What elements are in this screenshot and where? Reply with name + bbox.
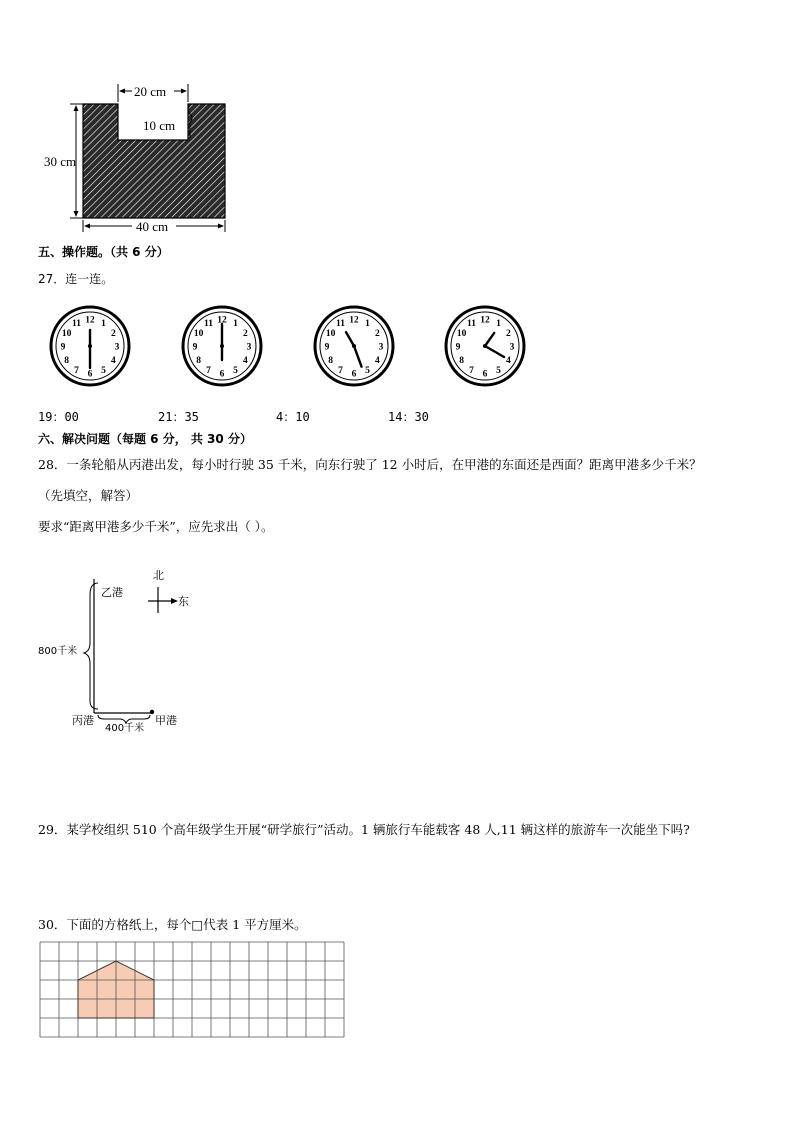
clock-numeral: 11: [72, 319, 81, 330]
clock-numeral: 8: [64, 356, 69, 366]
clock-numeral: 8: [328, 356, 333, 366]
clock-1: [48, 304, 132, 388]
clock-numeral: 6: [482, 369, 488, 380]
clock-numeral: 6: [351, 369, 357, 380]
time-label-2: 21：35: [158, 410, 199, 424]
time-label-3: 4：10: [276, 410, 310, 424]
clock-3: [312, 304, 396, 388]
label-top-width: 20 cm: [134, 84, 167, 99]
clock-numeral: 5: [101, 365, 106, 376]
clock-numeral: 7: [74, 365, 79, 376]
clock-numeral: 11: [204, 319, 213, 330]
port-yi-label: 乙港: [101, 586, 123, 599]
clock-numeral: 10: [456, 329, 467, 339]
clock-4: [443, 304, 527, 388]
question-27: 27．连一连。: [38, 272, 114, 286]
clock-numeral: 10: [325, 329, 336, 339]
clock-numeral: 7: [469, 365, 474, 376]
clock-numeral: 4: [375, 356, 380, 366]
clock-numeral: 2: [375, 329, 380, 339]
question-29: 29．某学校组织 510 个高年级学生开展“研学旅行”活动。1 辆旅行车能载客 48 人,11 辆这样的旅游车一次能坐下吗?: [38, 822, 690, 837]
clock-numeral: 5: [496, 365, 501, 376]
clock-numeral: 9: [60, 342, 66, 353]
clock-numeral: 9: [455, 342, 461, 353]
clock-numeral: 12: [480, 315, 490, 326]
clock-numeral: 6: [87, 369, 93, 380]
clock-numeral: 10: [61, 329, 72, 339]
clock-numeral: 8: [196, 356, 201, 366]
section5-heading: 五、操作题。（共 6 分）: [38, 245, 169, 259]
distance-400-label: 400千米: [105, 723, 145, 734]
compass-north: 北: [153, 569, 164, 582]
label-notch-depth: 10 cm: [143, 118, 176, 133]
clock-numeral: 3: [246, 342, 252, 353]
clock-numeral: 7: [338, 365, 343, 376]
clock-2: [180, 304, 264, 388]
clock-numeral: 11: [336, 319, 345, 330]
port-bing-label: 丙港: [72, 714, 94, 727]
clock-numeral: 7: [206, 365, 211, 376]
clock-numeral: 3: [378, 342, 384, 353]
clock-numeral: 10: [193, 329, 204, 339]
label-bottom-width: 40 cm: [136, 219, 169, 234]
clock-numeral: 4: [243, 356, 248, 366]
question-28-line2: （先填空，解答）: [38, 488, 139, 503]
clock-numeral: 4: [506, 356, 511, 366]
clock-numeral: 1: [365, 319, 370, 330]
clock-numeral: 12: [217, 315, 227, 326]
question-30: 30．下面的方格纸上，每个□代表 1 平方厘米。: [38, 917, 307, 932]
clock-numeral: 1: [233, 319, 238, 330]
section6-heading: 六、解决问题（每题 6 分， 共 30 分）: [38, 432, 252, 446]
time-label-4: 14：30: [388, 410, 429, 424]
clock-numeral: 5: [233, 365, 238, 376]
clock-numeral: 8: [459, 356, 464, 366]
question-28-line3: 要求“距离甲港多少千米”，应先求出（ ）。: [38, 519, 274, 534]
square-grid: [40, 942, 346, 1038]
compass-east: 东: [178, 595, 189, 608]
label-height: 30 cm: [44, 154, 77, 169]
clock-numeral: 2: [243, 329, 248, 339]
question-28-line1: 28．一条轮船从丙港出发，每小时行驶 35 千米，向东行驶了 12 小时后，在甲港的东面还是西面？距离甲港多少千米？: [38, 457, 702, 472]
clock-numeral: 9: [324, 342, 330, 353]
time-label-1: 19：00: [38, 410, 79, 424]
clock-numeral: 12: [85, 315, 95, 326]
distance-800-label: 800千米: [38, 646, 78, 657]
clock-numeral: 2: [111, 329, 116, 339]
clock-numeral: 12: [349, 315, 359, 326]
clock-numeral: 1: [101, 319, 106, 330]
clock-numeral: 4: [111, 356, 116, 366]
clock-numeral: 3: [114, 342, 120, 353]
clock-numeral: 2: [506, 329, 511, 339]
clock-numeral: 5: [365, 365, 370, 376]
port-jia-label: 甲港: [155, 714, 177, 727]
clock-numeral: 6: [219, 369, 225, 380]
clock-numeral: 1: [496, 319, 501, 330]
clock-numeral: 3: [509, 342, 515, 353]
clock-numeral: 9: [192, 342, 198, 353]
clock-numeral: 11: [467, 319, 476, 330]
